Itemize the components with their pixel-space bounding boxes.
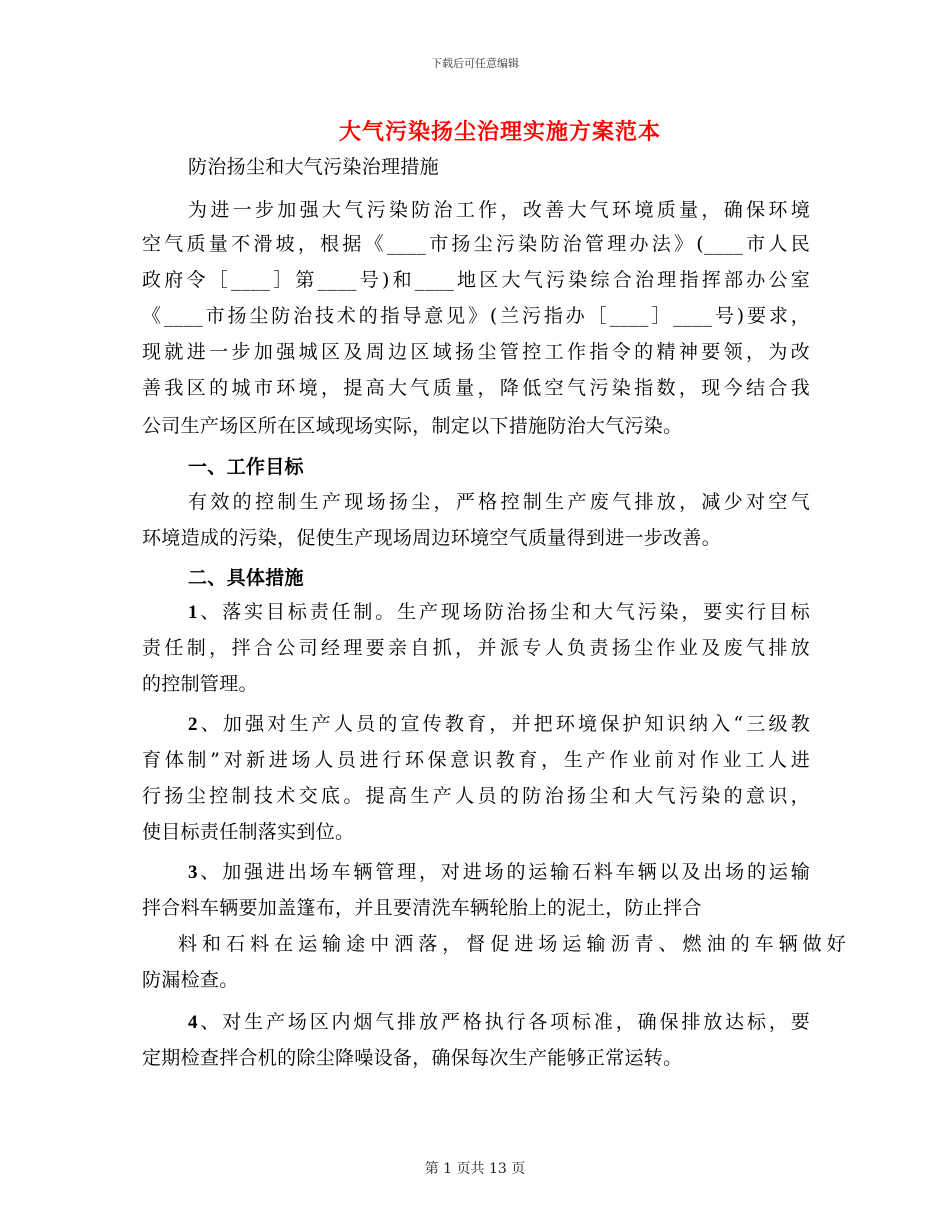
body-line xyxy=(142,376,810,400)
line-text: 现就进一步加强城区及周边区域扬尘管控工作指令的精神要领，为改 xyxy=(142,341,810,363)
page-footer: 第 1 页共 13 页 xyxy=(424,1161,526,1177)
body-line xyxy=(142,340,810,364)
line-text: 有效的控制生产现场扬尘，严格控制生产废气排放，减少对空气 xyxy=(188,491,810,513)
line-text: 、加强进出场车辆管理，对进场的运输石料车辆以及出场的运输 xyxy=(197,861,810,883)
item-number: 4 xyxy=(188,1012,198,1033)
line-text: 定期检查拌合机的除尘降噪设备，确保每次生产能够正常运转。 xyxy=(142,1047,683,1069)
body-line xyxy=(142,820,810,844)
body-line xyxy=(142,748,810,772)
line-text: 一、工作目标 xyxy=(188,456,304,478)
line-text: 行扬尘控制技术交底。提高生产人员的防治扬尘和大气污染的意识， xyxy=(142,785,810,807)
line-text: 二、具体措施 xyxy=(188,567,304,589)
line-text: 责任制，拌合公司经理要亲自抓，并派专人负责扬尘作业及废气排放 xyxy=(142,637,810,659)
line-text: 育体制”对新进场人员进行环保意识教育，生产作业前对作业工人进 xyxy=(142,749,810,771)
section-heading xyxy=(188,566,810,590)
body-line xyxy=(142,268,810,292)
line-text: 防治扬尘和大气污染治理措施 xyxy=(188,156,439,178)
body-line xyxy=(188,155,810,179)
body-line xyxy=(188,860,810,885)
item-number: 3 xyxy=(188,862,198,883)
body-line xyxy=(142,526,810,550)
body-line xyxy=(142,304,810,328)
body-line xyxy=(142,968,810,992)
body-line xyxy=(142,672,810,696)
body-line xyxy=(142,232,810,256)
body-line xyxy=(188,490,810,514)
document-title: 大气污染扬尘治理实施方案范本 xyxy=(338,119,661,145)
line-text: 公司生产场区所在区域现场实际，制定以下措施防治大气污染。 xyxy=(142,415,683,437)
body-line xyxy=(142,784,810,808)
section-heading xyxy=(188,455,810,479)
item-number: 1 xyxy=(188,602,198,623)
line-text: 为进一步加强大气污染防治工作，改善大气环境质量，确保环境 xyxy=(188,199,810,221)
line-text: 政府令［____］第____号)和____地区大气污染综合治理指挥部办公室 xyxy=(142,269,810,291)
header-note: 下载后可任意编辑 xyxy=(431,57,519,70)
body-line xyxy=(188,600,810,625)
line-text: 环境造成的污染，促使生产现场周边环境空气质量得到进一步改善。 xyxy=(142,527,722,549)
line-text: 《____市扬尘防治技术的指导意见》(兰污指办［____］____号)要求， xyxy=(142,305,810,327)
line-text: 空气质量不滑坡，根据《____市扬尘污染防治管理办法》(____市人民 xyxy=(142,233,810,255)
line-text: 、加强对生产人员的宣传教育，并把环境保护知识纳入“三级教 xyxy=(197,713,810,735)
body-line xyxy=(142,896,810,920)
body-line xyxy=(142,1046,810,1070)
body-line xyxy=(188,712,810,737)
body-line xyxy=(178,932,846,956)
line-text: 的控制管理。 xyxy=(142,673,258,695)
body-line xyxy=(142,414,810,438)
line-text: 防漏检查。 xyxy=(142,969,239,991)
line-text: 、对生产场区内烟气排放严格执行各项标准，确保排放达标，要 xyxy=(197,1011,810,1033)
line-text: 料和石料在运输途中洒落，督促进场运输沥青、燃油的车辆做好 xyxy=(178,933,846,955)
line-text: 、落实目标责任制。生产现场防治扬尘和大气污染，要实行目标 xyxy=(197,601,810,623)
item-number: 2 xyxy=(188,714,198,735)
body-line xyxy=(188,198,810,222)
body-line xyxy=(142,636,810,660)
line-text: 使目标责任制落实到位。 xyxy=(142,821,355,843)
line-text: 善我区的城市环境，提高大气质量，降低空气污染指数，现今结合我 xyxy=(142,377,810,399)
line-text: 拌合料车辆要加盖篷布，并且要清洗车辆轮胎上的泥土，防止拌合 xyxy=(142,897,702,919)
body-line xyxy=(188,1010,810,1035)
